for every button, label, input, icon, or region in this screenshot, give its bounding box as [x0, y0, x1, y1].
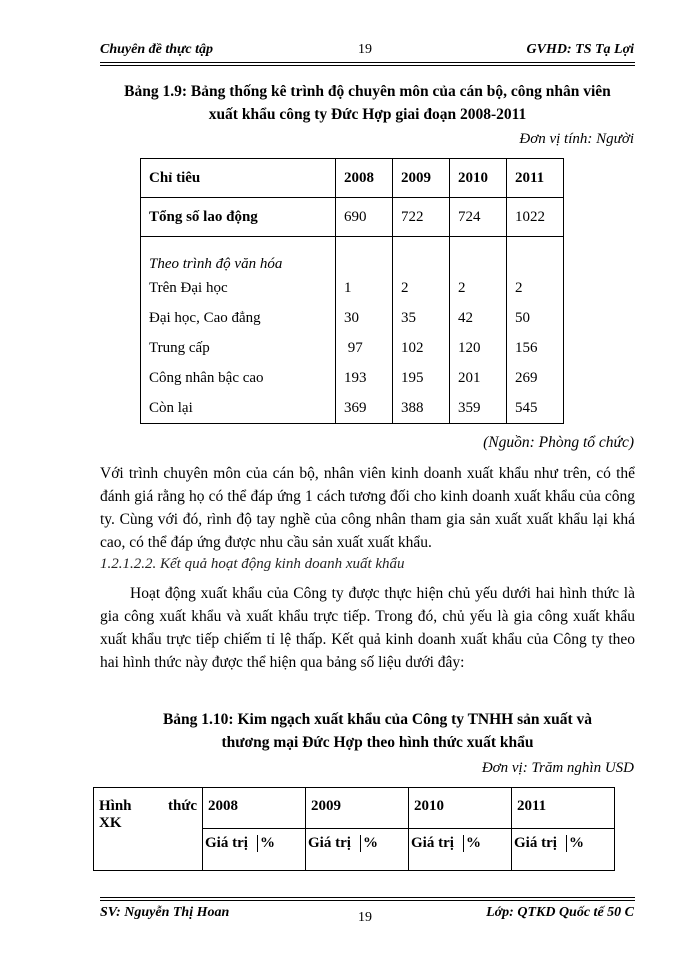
table2-caption-line1: Bảng 1.10: Kim ngạch xuất khẩu của Công ty TNHH sản xuất và — [162, 711, 593, 728]
footer-left: SV: Nguyễn Thị Hoan — [100, 905, 230, 920]
table1-source: (Nguồn: Phòng tổ chức) — [483, 434, 634, 451]
paragraph-2: Hoạt động xuất khẩu của Công ty được thực hiện chủ yếu dưới hai hình thức là gia công xuất khẩu và xuất khẩu trực tiếp. Trong đó, chủ yếu là gia công xuất khẩu xuất khẩu trực tiếp chiếm tỉ lệ thấp. Kết quả kinh doanh xuất khẩu của Công ty theo hai hình thức này được thể hiện qua bảng số liệu dưới đây: — [100, 585, 635, 671]
sub-header: Giá trị % — [409, 829, 512, 871]
cell: 545 — [507, 393, 564, 424]
table-row — [141, 303, 564, 333]
cell: 269 — [507, 363, 564, 393]
cell: 201 — [450, 363, 507, 393]
header-rule — [100, 62, 635, 63]
cell: 1 — [336, 273, 393, 303]
table-row — [141, 333, 564, 363]
header-page-number: 19 — [358, 42, 372, 57]
row-label: Công nhân bậc cao — [141, 363, 336, 393]
table-row — [141, 393, 564, 424]
cell: 42 — [450, 303, 507, 333]
table-header-row — [141, 159, 564, 198]
cell: 1022 — [507, 198, 564, 237]
cell: 369 — [336, 393, 393, 424]
table1-caption-line2: xuất khẩu công ty Đức Hợp giai đoạn 2008-2011 — [208, 106, 527, 123]
cell: 35 — [393, 303, 450, 333]
table-section-row — [141, 237, 564, 274]
year-header: 2011 — [512, 788, 615, 829]
cell: 724 — [450, 198, 507, 237]
footer-right: Lớp: QTKD Quốc tế 50 C — [486, 905, 634, 920]
cell: 722 — [393, 198, 450, 237]
section-heading: 1.2.1.2.2. Kết quả hoạt động kinh doanh xuất khẩu — [100, 556, 405, 572]
table-row-total — [141, 198, 564, 237]
table-row — [141, 273, 564, 303]
row-label: Còn lại — [141, 393, 336, 424]
table-header-row — [94, 788, 615, 829]
cell: 102 — [393, 333, 450, 363]
footer-rule-2 — [100, 900, 635, 901]
year-header: 2010 — [409, 788, 512, 829]
year-header: 2009 — [306, 788, 409, 829]
table2-caption-line2: thương mại Đức Hợp theo hình thức xuất khẩu — [221, 734, 534, 751]
col0-word-a: Hình — [99, 798, 132, 814]
header-cell: 2008 — [336, 159, 393, 198]
cell: 195 — [393, 363, 450, 393]
cell: 50 — [507, 303, 564, 333]
row-label: Trên Đại học — [141, 273, 336, 303]
table2-unit: Đơn vị: Trăm nghìn USD — [481, 760, 634, 776]
cell: 156 — [507, 333, 564, 363]
sub-header: Giá trị % — [512, 829, 615, 871]
sub-header: Giá trị % — [203, 829, 306, 871]
cell: 388 — [393, 393, 450, 424]
export-turnover-table — [93, 787, 615, 871]
table1-unit: Đơn vị tính: Người — [519, 131, 634, 147]
sub-header: Giá trị % — [306, 829, 409, 871]
row-label: Đại học, Cao đẳng — [141, 303, 336, 333]
header-cell: 2009 — [393, 159, 450, 198]
cell: 30 — [336, 303, 393, 333]
table-row — [141, 363, 564, 393]
cell: 2 — [393, 273, 450, 303]
cell: 97 — [336, 333, 393, 363]
section-label: Theo trình độ văn hóa — [141, 237, 336, 274]
header-cell-form — [94, 788, 203, 871]
cell: 2 — [450, 273, 507, 303]
col0-word-c: XK — [99, 815, 122, 831]
footer-page-number: 19 — [358, 910, 372, 925]
header-left: Chuyên đề thực tập — [100, 42, 214, 57]
footer-rule — [100, 897, 635, 898]
row-label: Trung cấp — [141, 333, 336, 363]
cell: 193 — [336, 363, 393, 393]
cell: 120 — [450, 333, 507, 363]
col0-word-b: thức — [168, 798, 197, 814]
cell: 359 — [450, 393, 507, 424]
year-header: 2008 — [203, 788, 306, 829]
header-rule-2 — [100, 65, 635, 66]
staff-qualification-table — [140, 158, 564, 424]
header-right: GVHD: TS Tạ Lợi — [526, 42, 634, 57]
header-cell: 2010 — [450, 159, 507, 198]
table1-caption-line1: Bảng 1.9: Bảng thống kê trình độ chuyên môn của cán bộ, công nhân viên — [124, 83, 611, 100]
paragraph-1: Với trình chuyên môn của cán bộ, nhân viên kinh doanh xuất khẩu như trên, có thể đánh giá rằng họ có thể đáp ứng 1 cách tương đối cho kinh doanh xuất khẩu của công ty. Cùng với đó, rình độ tay nghề của công nhân tham gia sản xuất xuất khẩu lại khá cao, có thể đáp ứng được nhu cầu sản xuất xuất khẩu. — [100, 465, 635, 551]
cell: 2 — [507, 273, 564, 303]
header-cell: 2011 — [507, 159, 564, 198]
row-label: Tổng số lao động — [141, 198, 336, 237]
header-cell: Chỉ tiêu — [141, 159, 336, 198]
cell: 690 — [336, 198, 393, 237]
